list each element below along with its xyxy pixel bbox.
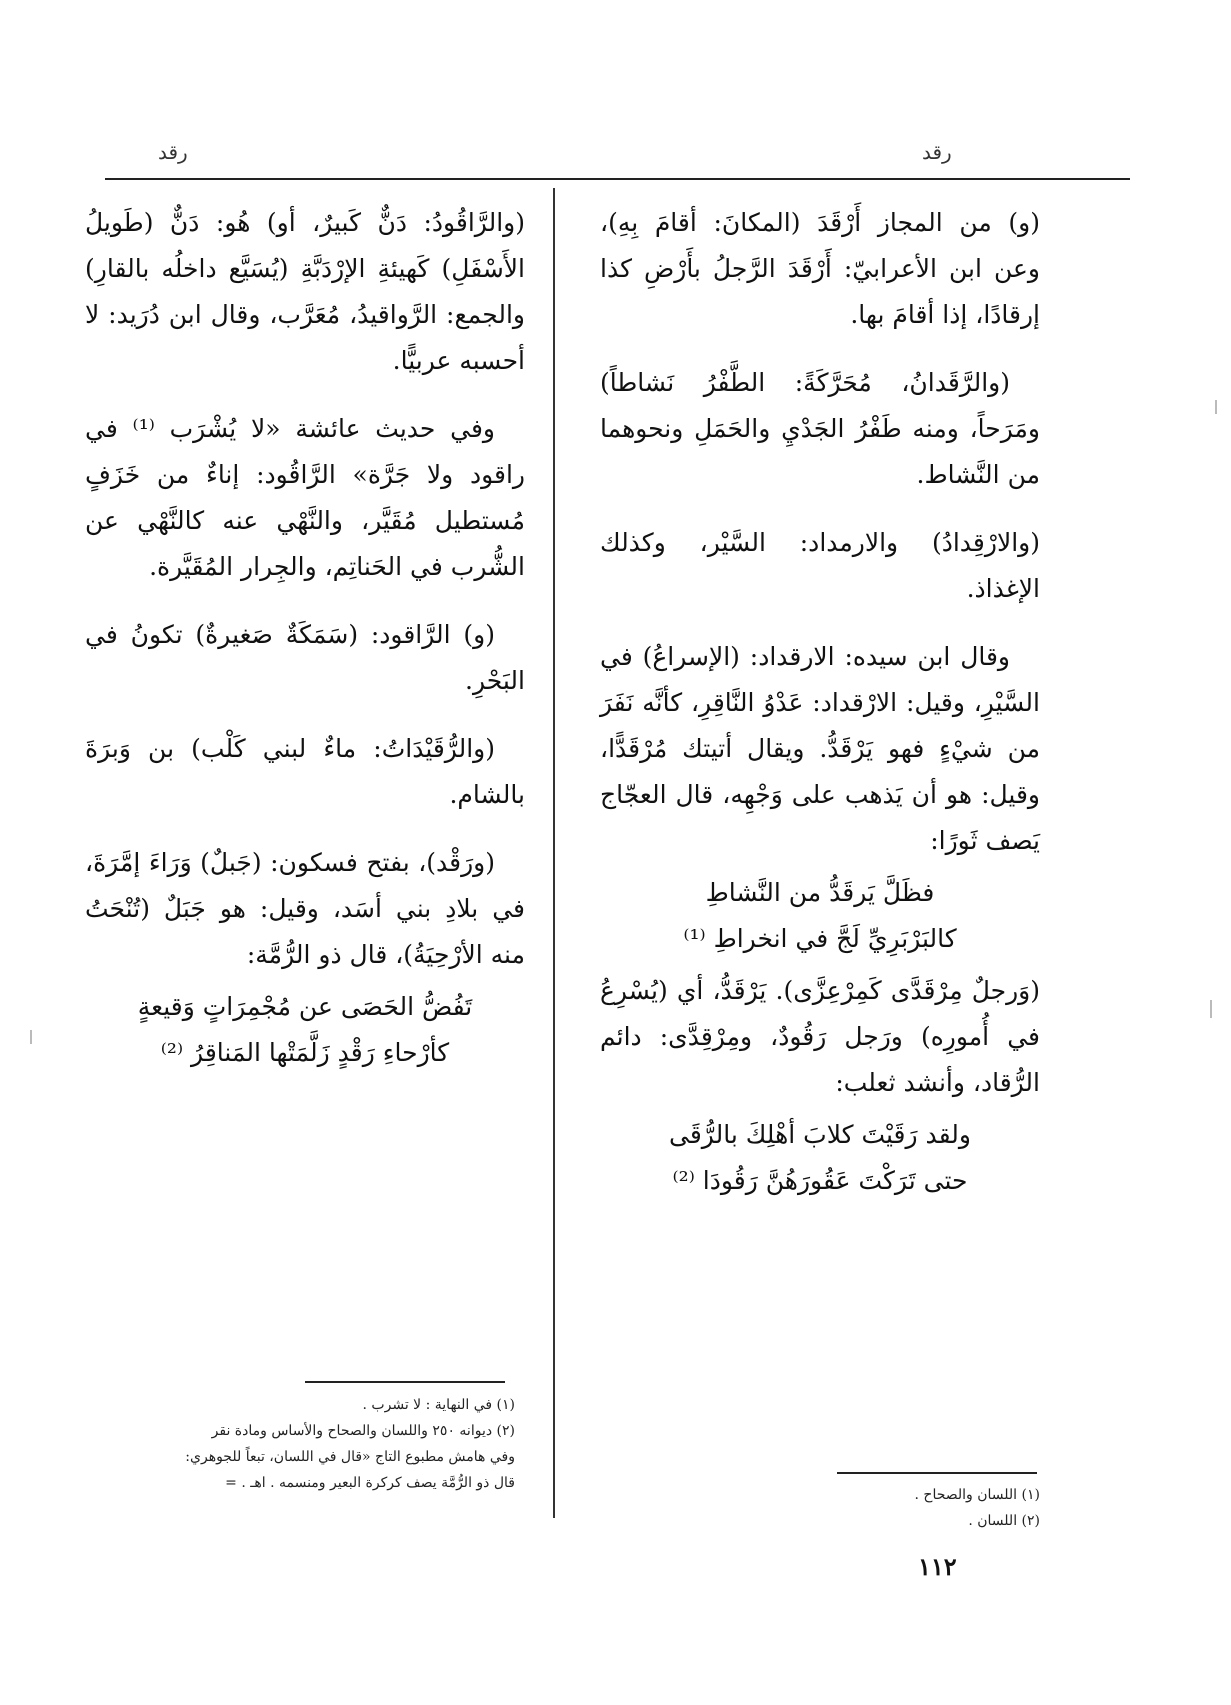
running-header-right: رقد [922, 140, 952, 164]
verse-line: تَفُضُّ الحَصَى عن مُجْمِرَاتٍ وَقيعةٍ [137, 992, 473, 1021]
right-column [600, 200, 1040, 1204]
left-paragraph: وفي حديث عائشة «لا يُشْرَب ⁽¹⁾ في راقود ولا جَرَّة» الرَّاقُود: إناءٌ من خَزَفٍ مُستطيل مُقَيَّر، والنَّهْي عنه كالنَّهْي عن الشُّرب في الحَناتِم، والجِرار المُقَيَّرة. [85, 414, 525, 581]
footnote: قال ذو الرُّمَّة يصف كركرة البعير ومنسمه . اهـ . = [225, 1475, 515, 1491]
verse-line: كالبَرْبَرِيِّ لَجَّ في انخراطِ ⁽¹⁾ [683, 924, 957, 953]
verse-line: فظَلَّ يَرقَدُّ من النَّشاطِ [705, 878, 935, 907]
header-rule [105, 178, 1130, 180]
scan-edge-mark [1210, 1000, 1212, 1018]
running-header-left: رقد [158, 140, 188, 164]
right-paragraph: (و) من المجاز أَرْقَدَ (المكانَ: أقامَ بِهِ)، وعن ابن الأعرابيّ: أَرْقَدَ الرَّجلُ بأَرْضِ كذا إرقادًا، إذا أقامَ بها. [600, 208, 1040, 329]
page-number: ١١٢ [918, 1552, 957, 1581]
left-paragraph: (والرَّاقُودُ: دَنٌّ كَبيرٌ، أو) هُو: دَنٌّ (طَويلُ الأَسْفَلِ) كَهيئةِ الإرْدَبَّةِ (يُسَيَّع داخلُه بالقارِ) والجمع: الرَّواقيدُ، مُعَرَّب، وقال ابن دُرَيد: لا أحسبه عربيًّا. [85, 208, 525, 375]
footnote: (١) في النهاية : لا تشرب . [362, 1397, 515, 1413]
right-paragraph: (والرَّقَدانُ، مُحَرَّكَةً: الطَّفْرُ نَشاطاً) ومَرَحاً، ومنه طَفْرُ الجَدْيِ والحَمَلِ ونحوهما من النَّشاط. [600, 368, 1040, 489]
footnote-rule-left [305, 1381, 505, 1383]
verse-line: حتى تَرَكْتَ عَقُورَهُنَّ رَقُودَا ⁽²⁾ [672, 1166, 968, 1195]
footnote: (٢) اللسان . [968, 1513, 1040, 1529]
verse-line: ولقد رَقَيْتَ كلابَ أهْلِكَ بالرُّقَى [669, 1120, 971, 1149]
right-paragraph: (والارْقِدادُ) والارمداد: السَّيْر، وكذلك الإغذاذ. [600, 528, 1040, 603]
left-paragraph: (و) الرَّاقود: (سَمَكَةٌ صَغيرةٌ) تكونُ في البَحْرِ. [85, 620, 525, 695]
column-divider [553, 188, 555, 1518]
footnote-rule-right [837, 1472, 1037, 1474]
footnote: وفي هامش مطبوع التاج «قال في اللسان، تبعاً للجوهري: [185, 1449, 515, 1465]
left-paragraph: (والرُّقَيْدَاتُ: ماءٌ لبني كَلْب) بن وَبرَةَ بالشام. [85, 734, 525, 809]
footnote: (١) اللسان والصحاح . [914, 1487, 1040, 1503]
scan-edge-mark [30, 1030, 32, 1044]
verse-line: كأرْحاءِ رَقْدٍ زَلَّمَتْها المَناقِرُ ⁽²⁾ [160, 1038, 450, 1067]
left-paragraph: (ورَقْد)، بفتح فسكون: (جَبلٌ) وَرَاءَ إمَّرَةَ، في بلادِ بني أسَد، وقيل: هو جَبَلٌ (تُنْحَتُ منه الأرْحِيَةُ)، قال ذو الرُّمَّة: [85, 848, 525, 969]
footnotes-right [820, 1482, 1040, 1534]
scan-edge-mark [1215, 400, 1217, 414]
footnotes-left [85, 1392, 515, 1496]
right-paragraph: (وَرجلٌ مِرْقَدَّى كَمِرْعِزَّى). يَرْقَدُّ، أي (يُسْرِعُ في أُمورِه) ورَجل رَقُودٌ، ومِرْقِدَّى: دائم الرُّقاد، وأنشد ثعلب: [600, 976, 1040, 1097]
footnote: (٢) ديوانه ٢٥٠ واللسان والصحاح والأساس ومادة نقر [211, 1423, 515, 1439]
right-paragraph: وقال ابن سيده: الارقداد: (الإسراعُ) في السَّيْرِ، وقيل: الارْقداد: عَدْوُ النَّاقِرِ، كأنَّه نَفَرَ من شيْءٍ فهو يَرْقَدُّ. ويقال أتيتك مُرْقَدًّا، وقيل: هو أن يَذهب على وَجْهِه، قال العجّاج يَصف ثَورًا: [600, 642, 1040, 855]
left-column [85, 200, 525, 1076]
